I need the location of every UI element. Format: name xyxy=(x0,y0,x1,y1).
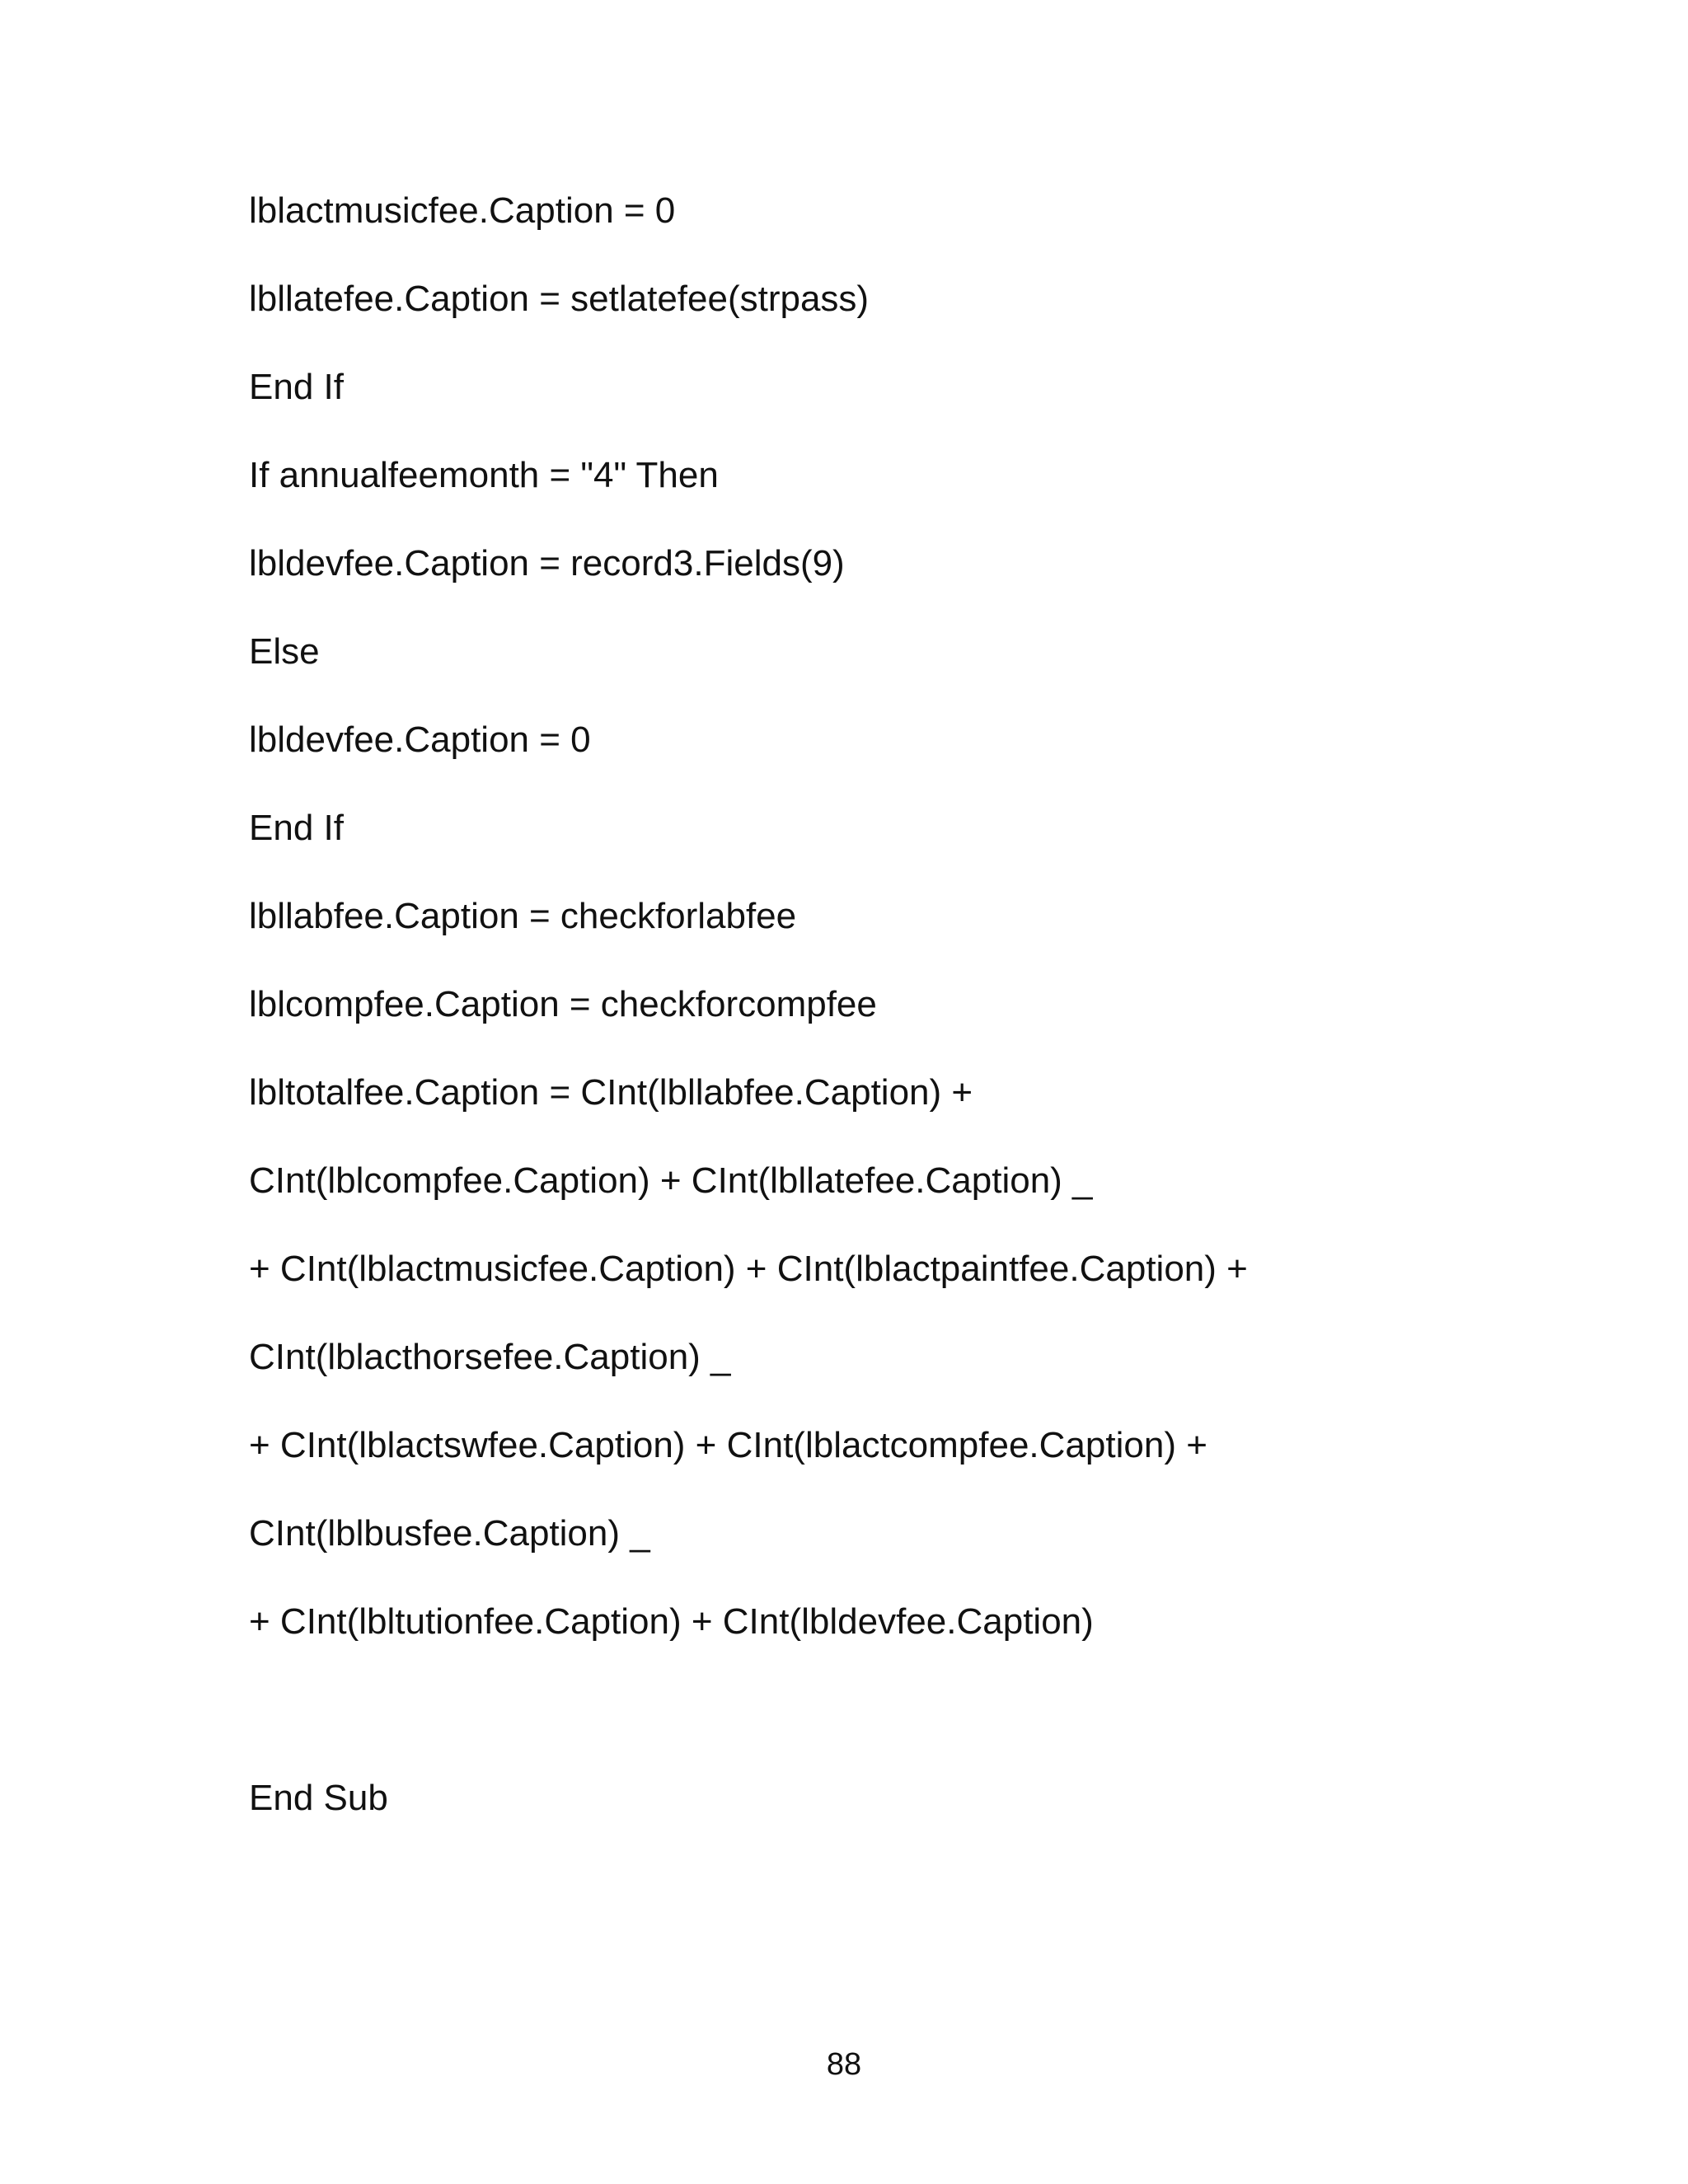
code-line: CInt(lblbusfee.Caption) _ xyxy=(249,1513,650,1554)
code-line: lblactmusicfee.Caption = 0 xyxy=(249,190,676,231)
code-line: lbltotalfee.Caption = CInt(lbllabfee.Caption) + xyxy=(249,1072,973,1113)
code-line: + CInt(lblactswfee.Caption) + CInt(lblactcompfee.Caption) + xyxy=(249,1425,1207,1465)
code-line: lbldevfee.Caption = record3.Fields(9) xyxy=(249,543,845,583)
code-line: End If xyxy=(249,808,344,848)
code-line: + CInt(lblactmusicfee.Caption) + CInt(lblactpaintfee.Caption) + xyxy=(249,1249,1248,1289)
code-line: lbllabfee.Caption = checkforlabfee xyxy=(249,896,797,936)
code-line: lblcompfee.Caption = checkforcompfee xyxy=(249,984,877,1024)
code-line: End Sub xyxy=(249,1778,388,1818)
code-line: CInt(lblcompfee.Caption) + CInt(lbllatefee.Caption) _ xyxy=(249,1160,1093,1201)
code-line: CInt(lblacthorsefee.Caption) _ xyxy=(249,1337,731,1377)
code-line: lbllatefee.Caption = setlatefee(strpass) xyxy=(249,279,870,319)
code-line: + CInt(lbltutionfee.Caption) + CInt(lbldevfee.Caption) xyxy=(249,1601,1094,1642)
code-line: If annualfeemonth = "4" Then xyxy=(249,455,719,495)
page-number: 88 xyxy=(826,2047,862,2082)
code-line: End If xyxy=(249,367,344,407)
code-line: Else xyxy=(249,631,320,672)
code-line: lbldevfee.Caption = 0 xyxy=(249,719,591,760)
